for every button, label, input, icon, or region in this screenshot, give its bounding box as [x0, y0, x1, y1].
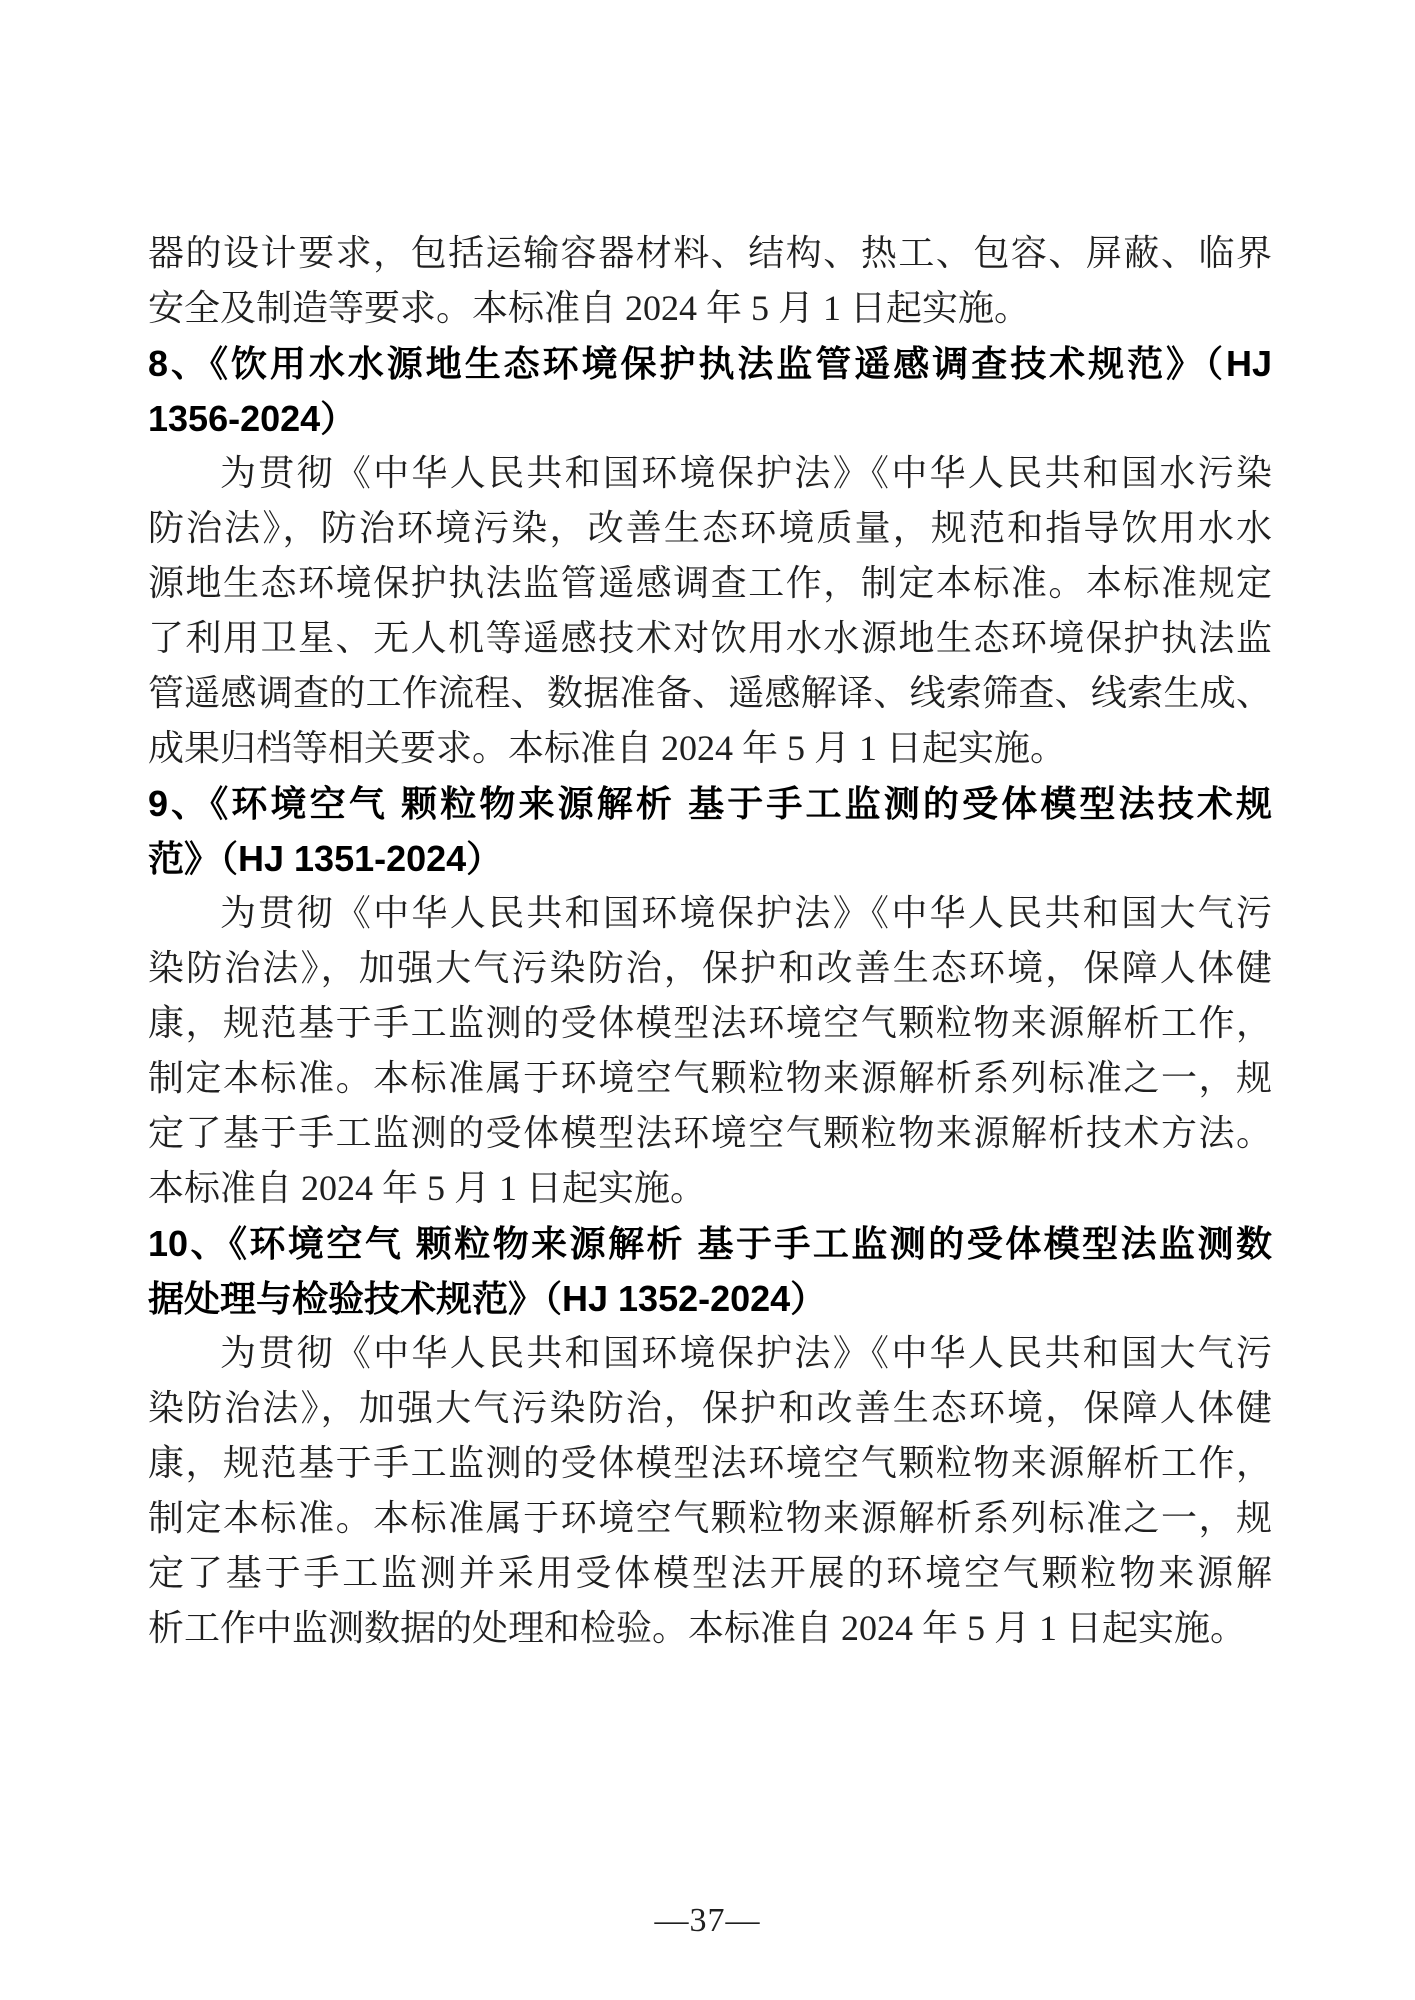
heading-line: 8、《饮用水水源地生态环境保护执法监管遥感调查技术规范》（HJ [148, 343, 1272, 384]
body-line: 制定本标准。本标准属于环境空气颗粒物来源解析系列标准之一，规 [148, 1058, 1272, 1098]
body-line: 染防治法》，加强大气污染防治，保护和改善生态环境，保障人体健 [148, 948, 1272, 988]
body-paragraph [148, 1326, 1272, 1656]
body-line: 源地生态环境保护执法监管遥感调查工作，制定本标准。本标准规定 [148, 563, 1272, 603]
heading-line: 据处理与检验技术规范》（HJ 1352-2024） [148, 1278, 827, 1319]
standard-item-heading [148, 776, 1272, 886]
body-line: 器的设计要求，包括运输容器材料、结构、热工、包容、屏蔽、临界 [148, 233, 1272, 273]
body-line: 为贯彻《中华人民共和国环境保护法》《中华人民共和国水污染 [220, 453, 1272, 493]
body-line: 成果归档等相关要求。本标准自 2024 年 5 月 1 日起实施。 [148, 728, 1067, 768]
heading-line: 10、《环境空气 颗粒物来源解析 基于手工监测的受体模型法监测数 [148, 1223, 1272, 1264]
body-line: 安全及制造等要求。本标准自 2024 年 5 月 1 日起实施。 [148, 288, 1031, 328]
body-line: 本标准自 2024 年 5 月 1 日起实施。 [148, 1168, 707, 1208]
body-line: 康，规范基于手工监测的受体模型法环境空气颗粒物来源解析工作， [148, 1003, 1272, 1043]
document-content [148, 226, 1272, 1656]
body-line: 管遥感调查的工作流程、数据准备、遥感解译、线索筛查、线索生成、 [148, 673, 1272, 713]
body-line: 染防治法》，加强大气污染防治，保护和改善生态环境，保障人体健 [148, 1388, 1272, 1428]
body-line: 为贯彻《中华人民共和国环境保护法》《中华人民共和国大气污 [220, 893, 1272, 933]
body-line: 防治法》，防治环境污染，改善生态环境质量，规范和指导饮用水水 [148, 508, 1272, 548]
body-line: 定了基于手工监测的受体模型法环境空气颗粒物来源解析技术方法。 [148, 1113, 1272, 1153]
heading-line: 9、《环境空气 颗粒物来源解析 基于手工监测的受体模型法技术规 [148, 783, 1272, 824]
body-line: 康，规范基于手工监测的受体模型法环境空气颗粒物来源解析工作， [148, 1443, 1272, 1483]
body-paragraph [148, 226, 1272, 336]
standard-item-heading [148, 1216, 1272, 1326]
body-line: 为贯彻《中华人民共和国环境保护法》《中华人民共和国大气污 [220, 1333, 1272, 1373]
body-line: 了利用卫星、无人机等遥感技术对饮用水水源地生态环境保护执法监 [148, 618, 1272, 658]
body-line: 析工作中监测数据的处理和检验。本标准自 2024 年 5 月 1 日起实施。 [148, 1608, 1247, 1648]
body-line: 定了基于手工监测并采用受体模型法开展的环境空气颗粒物来源解 [148, 1553, 1272, 1593]
heading-line: 范》（HJ 1351-2024） [148, 838, 503, 879]
body-paragraph [148, 886, 1272, 1216]
page-number: —37— [654, 1902, 761, 1939]
standard-item-heading [148, 336, 1272, 446]
page-footer [0, 1902, 1415, 1940]
body-line: 制定本标准。本标准属于环境空气颗粒物来源解析系列标准之一，规 [148, 1498, 1272, 1538]
heading-line: 1356-2024） [148, 398, 357, 439]
body-paragraph [148, 446, 1272, 776]
